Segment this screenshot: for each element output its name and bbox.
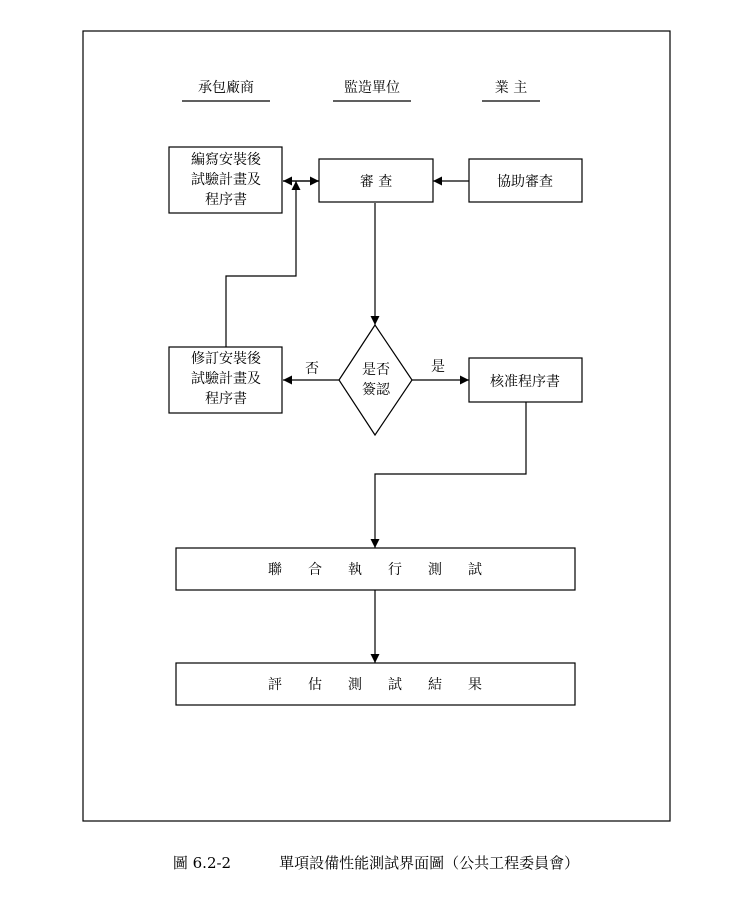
node-write-plan-line-2: 試驗計畫及 <box>191 172 261 188</box>
node-joint-test-label: 聯合執行測試 <box>268 562 508 578</box>
column-header-owner-label: 業 主 <box>494 80 528 96</box>
edge-approve-to-joint-test <box>375 402 526 548</box>
node-evaluate-results-label: 評估測試結果 <box>268 677 508 693</box>
node-decision-diamond <box>339 325 412 435</box>
column-header-supervisor-label: 監造單位 <box>344 80 400 96</box>
column-header-owner <box>482 79 540 101</box>
edge-label-yes: 是 <box>431 359 445 375</box>
node-write-plan-line-1: 編寫安裝後 <box>191 152 261 168</box>
node-write-plan-line-3: 程序書 <box>205 192 247 208</box>
column-header-contractor <box>182 80 270 101</box>
node-revise-plan-line-3: 程序書 <box>205 391 247 407</box>
node-revise-plan-line-1: 修訂安裝後 <box>191 351 261 367</box>
node-approve-procedure <box>469 358 582 402</box>
column-header-contractor-label: 承包廠商 <box>198 80 254 96</box>
edge-label-no: 否 <box>305 361 319 377</box>
node-evaluate-results <box>176 663 575 705</box>
node-assist-review <box>469 159 582 202</box>
column-header-supervisor <box>333 79 411 101</box>
node-revise-plan-line-2: 試驗計畫及 <box>191 371 261 387</box>
node-decision <box>339 325 412 435</box>
node-decision-line-2: 簽認 <box>362 382 390 398</box>
node-write-plan <box>169 147 282 213</box>
node-assist-review-label: 協助審查 <box>497 174 553 190</box>
figure-title: 單項設備性能測試界面圖（公共工程委員會） <box>279 854 580 872</box>
figure-number: 圖 6.2-2 <box>172 854 232 872</box>
node-revise-plan <box>169 347 282 413</box>
node-approve-procedure-label: 核准程序書 <box>490 374 560 390</box>
node-joint-test <box>176 548 575 590</box>
node-review <box>319 159 433 202</box>
node-decision-line-1: 是否 <box>362 362 390 378</box>
node-review-label: 審 查 <box>359 174 393 190</box>
figure-caption <box>0 852 752 873</box>
